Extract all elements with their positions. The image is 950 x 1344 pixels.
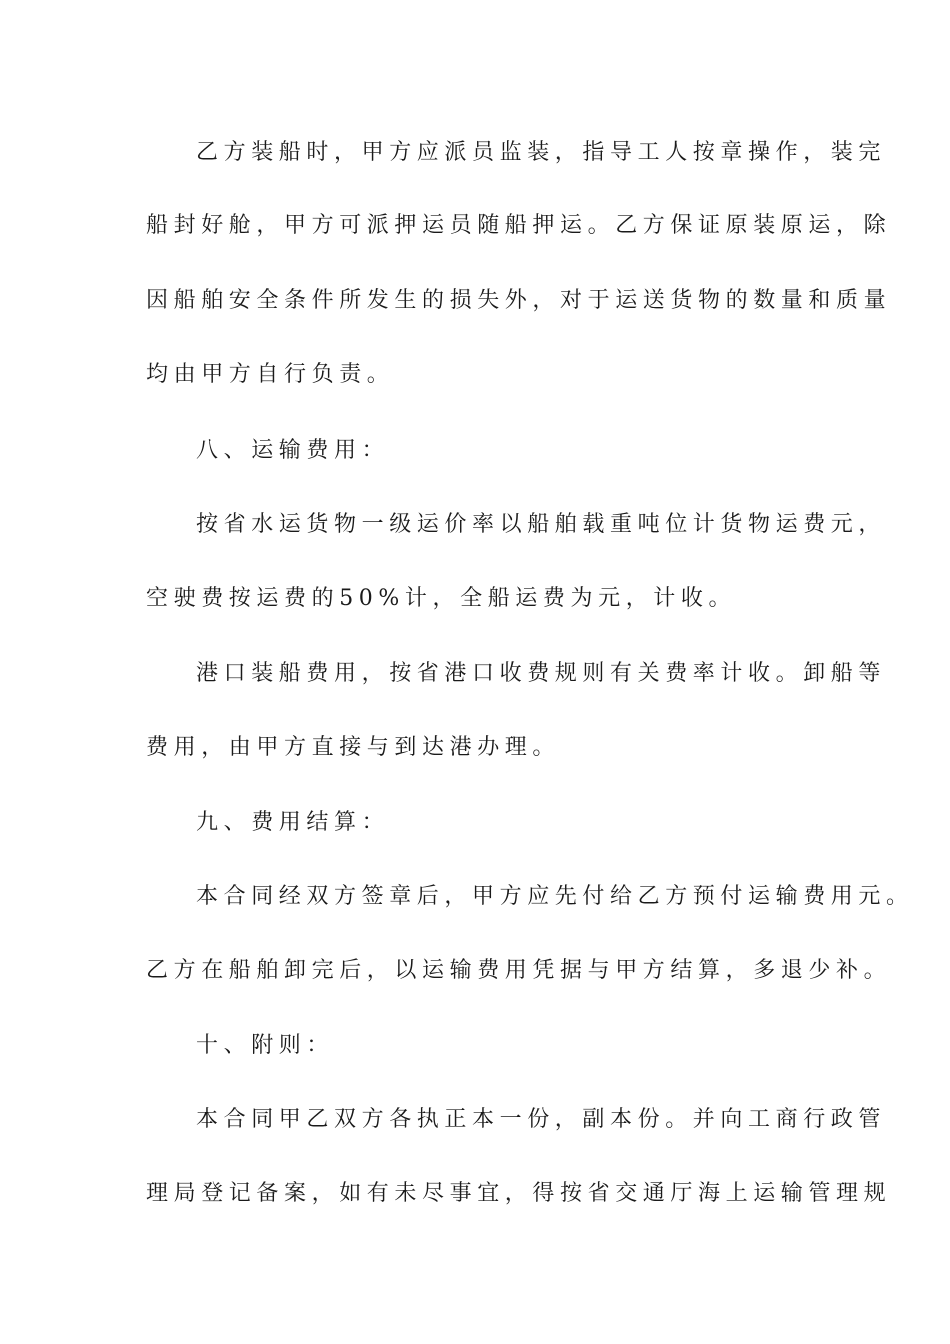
paragraph-line: 本合同经双方签章后，甲方应先付给乙方预付运输费用元。: [196, 884, 914, 909]
section-heading: 十、附则：: [196, 1033, 335, 1058]
paragraph-line: 乙方在船舶卸完后，以运输费用凭据与甲方结算，多退少补。: [146, 958, 892, 983]
section-heading: 八、运输费用：: [196, 438, 390, 463]
paragraph-line: 费用，由甲方直接与到达港办理。: [146, 735, 561, 760]
paragraph-line: 港口装船费用，按省港口收费规则有关费率计收。卸船等: [196, 661, 887, 686]
paragraph-line: 船封好舱，甲方可派押运员随船押运。乙方保证原装原运，除: [146, 213, 892, 238]
paragraph-line: 乙方装船时，甲方应派员监装，指导工人按章操作，装完: [196, 140, 887, 165]
paragraph-line: 本合同甲乙双方各执正本一份，副本份。并向工商行政管: [196, 1107, 887, 1132]
paragraph-line: 按省水运货物一级运价率以船舶载重吨位计货物运费元，: [196, 512, 887, 537]
paragraph-line: 空驶费按运费的50%计，全船运费为元，计收。: [146, 586, 737, 611]
paragraph-line: 均由甲方自行负责。: [146, 362, 395, 387]
section-heading: 九、费用结算：: [196, 810, 390, 835]
paragraph-line: 因船舶安全条件所发生的损失外，对于运送货物的数量和质量: [146, 288, 892, 313]
paragraph-line: 理局登记备案，如有未尽事宜，得按省交通厅海上运输管理规: [146, 1181, 892, 1206]
